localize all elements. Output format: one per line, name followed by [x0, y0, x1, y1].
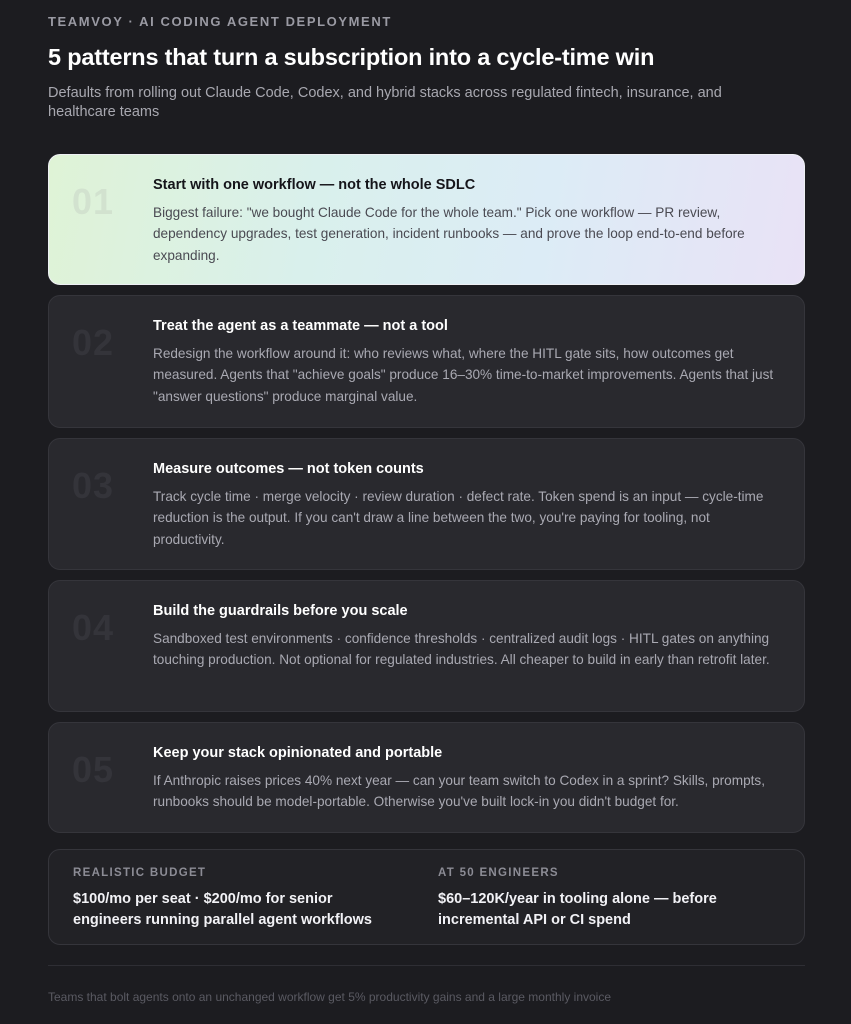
pattern-body: Track cycle time · merge velocity · review duration · defect rate. Token spend is an input — cycle-time reduction is the output. If you can't draw a line between the two, you're paying for tooling, not productivity.	[153, 489, 764, 547]
pattern-card-05	[48, 722, 805, 833]
pattern-number: 02	[72, 322, 115, 363]
pattern-card-04	[48, 580, 805, 712]
pattern-title: Measure outcomes — not token counts	[153, 461, 424, 477]
pattern-body: Biggest failure: "we bought Claude Code for the whole team." Pick one workflow — PR review, dependency upgrades, test generation, incident runbooks — and prove the loop end-to-end before expanding.	[153, 205, 745, 263]
budget-panel	[48, 849, 805, 945]
pattern-card-02	[48, 295, 805, 428]
page-subtitle: Defaults from rolling out Claude Code, Codex, and hybrid stacks across regulated fintech, insurance, and healthcare teams	[48, 85, 722, 120]
pattern-card-01	[48, 154, 805, 285]
budget-column-team	[438, 867, 778, 931]
pattern-body: If Anthropic raises prices 40% next year — can your team switch to Codex in a sprint? Skills, prompts, runbooks should be model-portable. Otherwise you've built lock-in you didn't budget for.	[153, 773, 765, 810]
page-title: 5 patterns that turn a subscription into a cycle-time win	[48, 44, 655, 70]
pattern-title: Treat the agent as a teammate — not a tool	[153, 318, 448, 334]
budget-value: $60–120K/year in tooling alone — before incremental API or CI spend	[438, 891, 717, 928]
pattern-number: 04	[72, 607, 115, 648]
pattern-number: 05	[72, 749, 115, 790]
pattern-list	[48, 154, 805, 843]
pattern-body: Redesign the workflow around it: who reviews what, where the HITL gate sits, how outcomes get measured. Agents that "achieve goals" produce 16–30% time-to-market improvements. Agents that just "answer questions" produce marginal value.	[153, 346, 774, 404]
pattern-body: Sandboxed test environments · confidence thresholds · centralized audit logs · HITL gates on anything touching production. Not optional for regulated industries. All cheaper to build in early than retrofit later.	[153, 631, 770, 668]
budget-column-seat	[73, 867, 403, 931]
budget-label: AT 50 ENGINEERS	[438, 867, 559, 879]
pattern-number: 01	[72, 181, 115, 222]
pattern-title: Keep your stack opinionated and portable	[153, 745, 443, 761]
pattern-number: 03	[72, 465, 115, 506]
pattern-card-03	[48, 438, 805, 570]
footer-divider	[48, 965, 805, 966]
pattern-title: Start with one workflow — not the whole SDLC	[153, 177, 476, 193]
pattern-title: Build the guardrails before you scale	[153, 603, 408, 619]
eyebrow-label: TEAMVOY · AI CODING AGENT DEPLOYMENT	[48, 14, 392, 29]
budget-value: $100/mo per seat · $200/mo for senior engineers running parallel agent workflows	[73, 891, 372, 928]
budget-label: REALISTIC BUDGET	[73, 867, 207, 879]
footer-note: Teams that bolt agents onto an unchanged workflow get 5% productivity gains and a large monthly invoice	[48, 990, 612, 1004]
